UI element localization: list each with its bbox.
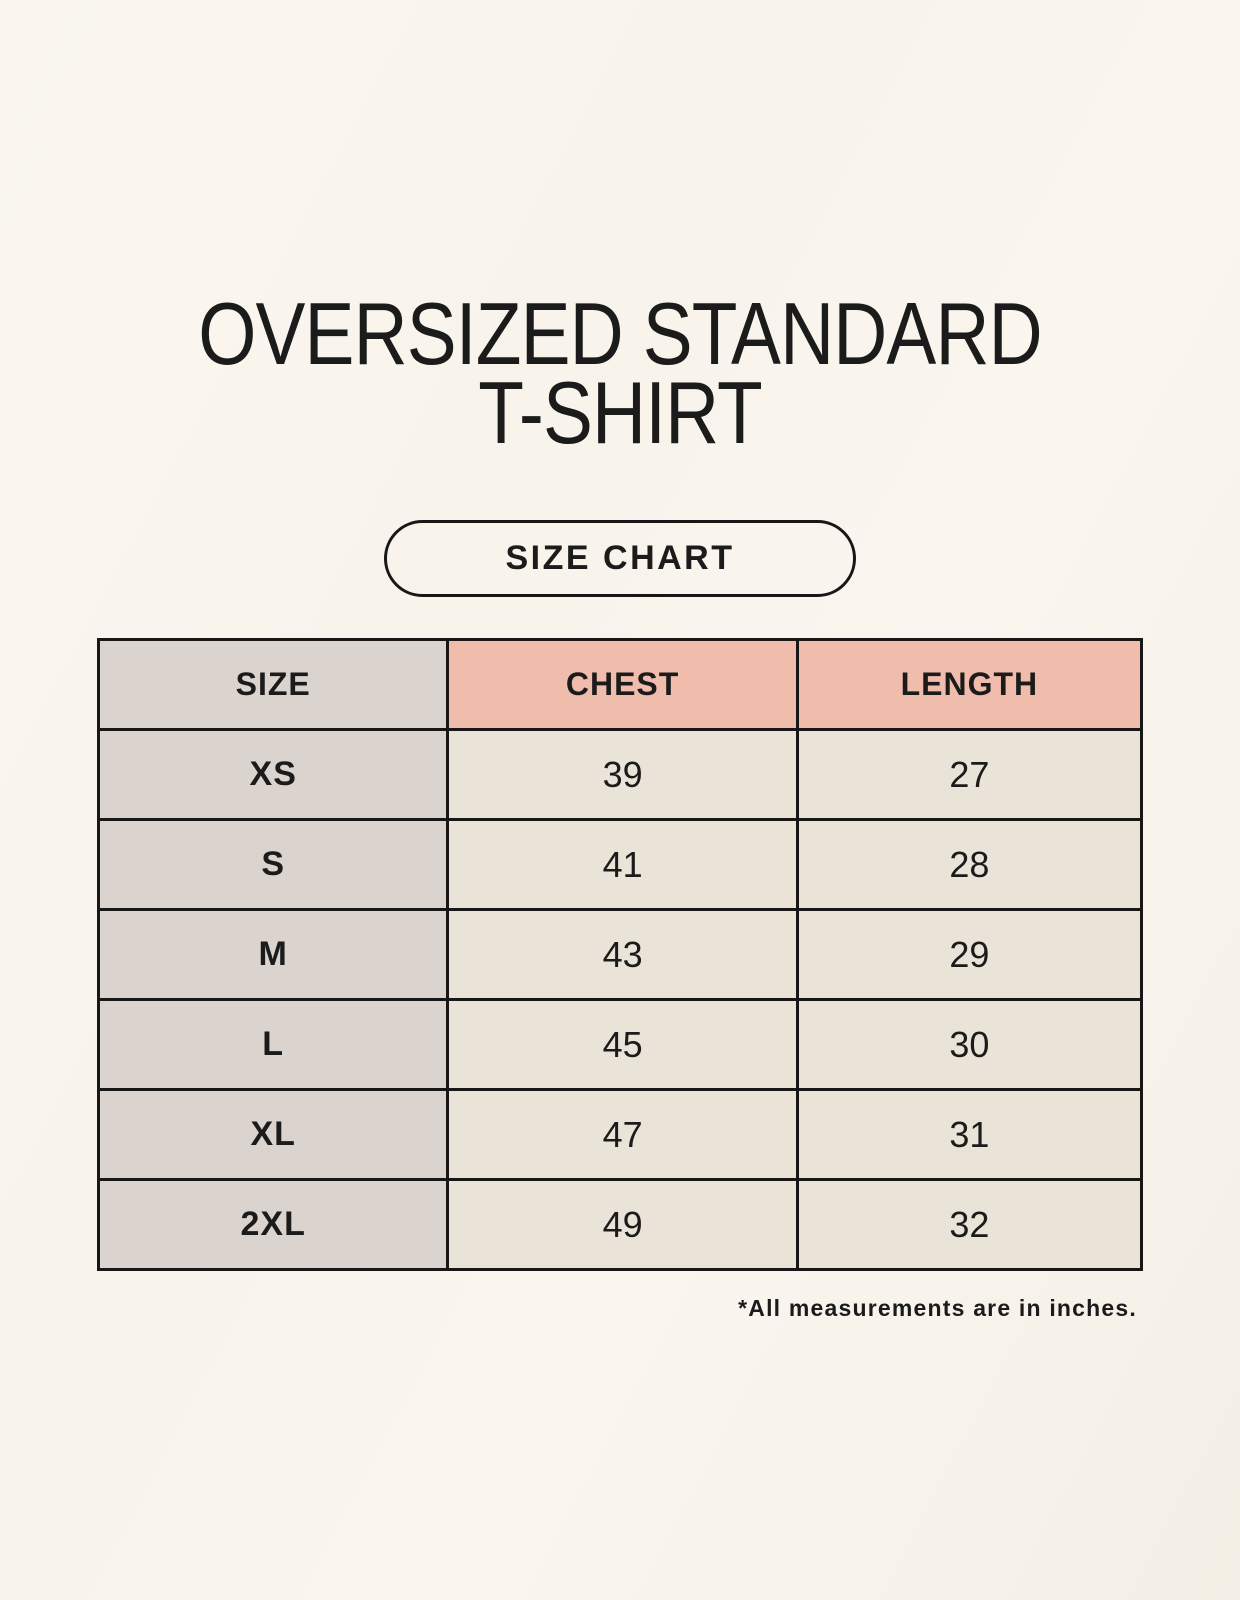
length-cell: 32 bbox=[797, 1180, 1141, 1270]
size-cell: XL bbox=[99, 1090, 448, 1180]
size-cell: M bbox=[99, 910, 448, 1000]
page-title-line1: OVERSIZED STANDARD bbox=[198, 284, 1042, 383]
chest-cell: 47 bbox=[448, 1090, 797, 1180]
size-chart-table-wrap bbox=[97, 638, 1143, 1322]
length-cell: 27 bbox=[797, 730, 1141, 820]
column-header-length: LENGTH bbox=[797, 640, 1141, 730]
size-chart-table bbox=[97, 638, 1143, 1271]
size-cell: L bbox=[99, 1000, 448, 1090]
chest-cell: 41 bbox=[448, 820, 797, 910]
chest-cell: 43 bbox=[448, 910, 797, 1000]
table-row-s bbox=[99, 820, 1142, 910]
table-row-xs bbox=[99, 730, 1142, 820]
length-cell: 29 bbox=[797, 910, 1141, 1000]
table-row-l bbox=[99, 1000, 1142, 1090]
size-cell: S bbox=[99, 820, 448, 910]
page-title-line2: T-SHIRT bbox=[478, 363, 762, 462]
size-cell: XS bbox=[99, 730, 448, 820]
size-cell: 2XL bbox=[99, 1180, 448, 1270]
table-row-2xl bbox=[99, 1180, 1142, 1270]
size-chart-badge-label: SIZE CHART bbox=[505, 539, 735, 577]
length-cell: 31 bbox=[797, 1090, 1141, 1180]
column-header-size: SIZE bbox=[99, 640, 448, 730]
table-row-m bbox=[99, 910, 1142, 1000]
length-cell: 28 bbox=[797, 820, 1141, 910]
page-title bbox=[0, 0, 1240, 462]
table-header-row bbox=[99, 640, 1142, 730]
size-chart-badge bbox=[384, 520, 856, 597]
table-row-xl bbox=[99, 1090, 1142, 1180]
chest-cell: 45 bbox=[448, 1000, 797, 1090]
length-cell: 30 bbox=[797, 1000, 1141, 1090]
column-header-chest: CHEST bbox=[448, 640, 797, 730]
chest-cell: 49 bbox=[448, 1180, 797, 1270]
measurements-footnote: *All measurements are in inches. bbox=[738, 1295, 1137, 1321]
chest-cell: 39 bbox=[448, 730, 797, 820]
